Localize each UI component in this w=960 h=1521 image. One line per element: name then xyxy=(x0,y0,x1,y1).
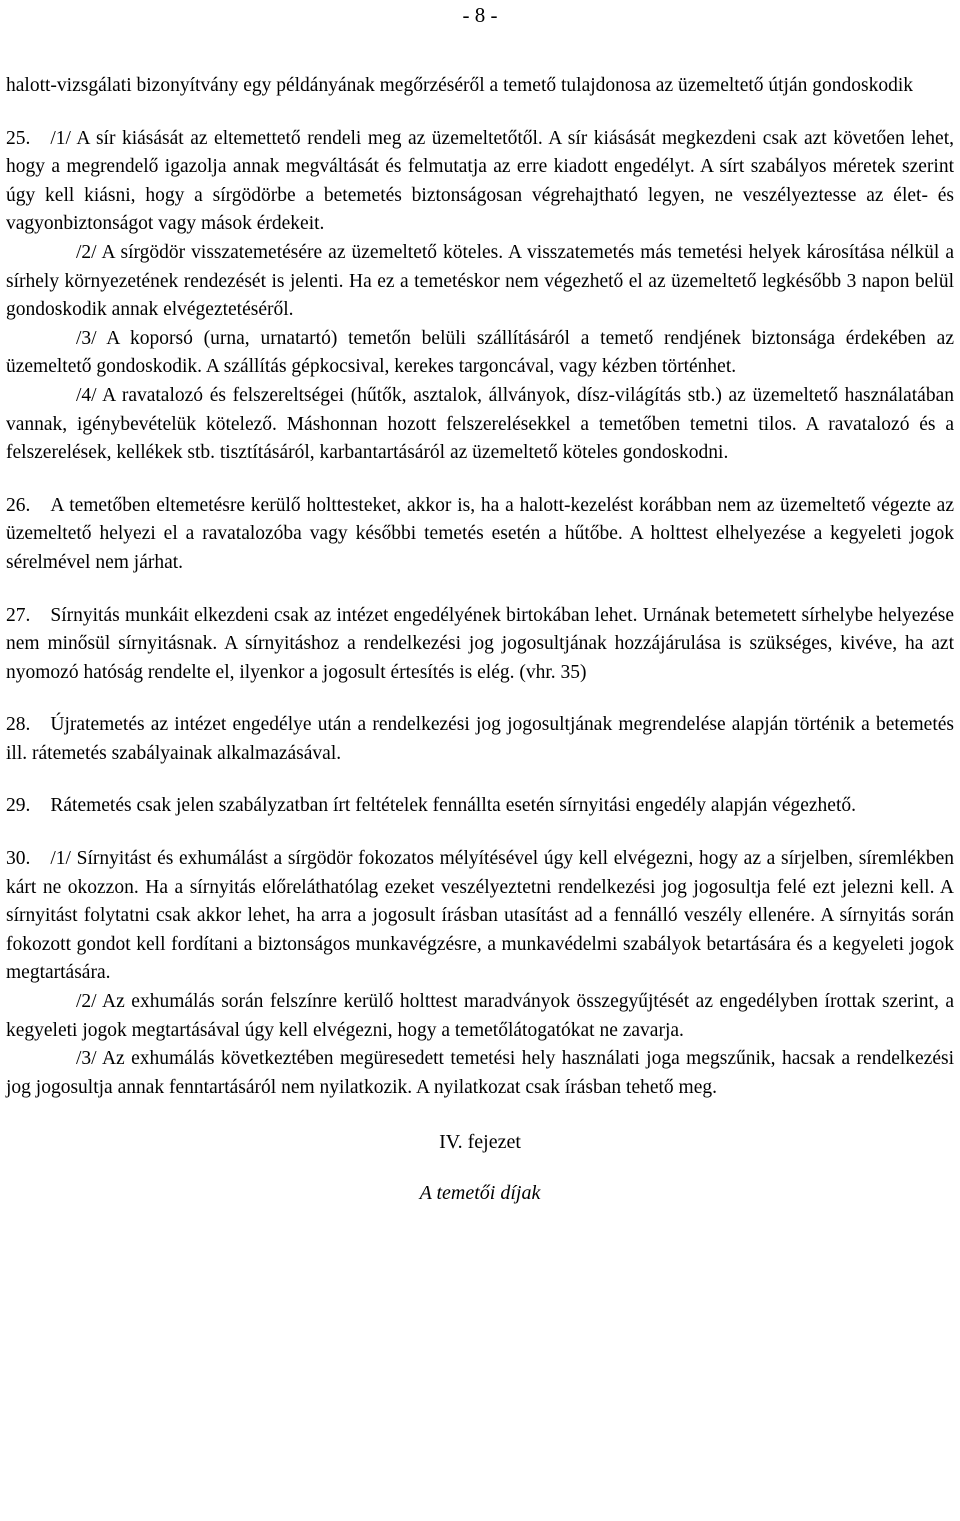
chapter-heading: IV. fejezet xyxy=(439,1131,521,1154)
section-30-p1: 30. /1/ Sírnyitást és exhumálást a sírgödör fokozatos mélyítésével úgy kell elvégezni, hogy az a sírjelben, síremlékben kárt ne okozzon. Ha a sírnyitás előreláthatólag ezeket veszélyeztetni rendelkezési jog jogosultja felé ezt jelezni kell. A sírnyitást folytatni csak akkor lehet, ha arra a jogosult írásban utasítást ad a fennálló veszély ellenére. A sírnyitás során fokozott gondot kell fordítani a biztonságos munkavégzésre, a munkavédelmi szabályok betartására és a kegyeleti jogok megtartására. xyxy=(6,848,954,984)
section-26-p1: 26. A temetőben eltemetésre kerülő holttesteket, akkor is, ha a halott-kezelést korábban nem az üzemeltető végezte az üzemeltető helyezi el a ravatalozóba vagy későbbi temetés esetén a hűtőbe. A holttest elhelyezése a kegyeleti jogok sérelmével nem járhat. xyxy=(6,494,954,573)
intro-paragraph: halott-vizsgálati bizonyítvány egy példányának megőrzéséről a temető tulajdonosa az üzemeltető útján gondoskodik xyxy=(6,75,914,96)
section-30-p3: /3/ Az exhumálás következtében megüresedett temetési hely használati joga megszűnik, hacsak a rendelkezési jog jogosultja annak fenntartásáról nem nyilatkozik. A nyilatkozat csak írásban tehető meg. xyxy=(6,1048,954,1098)
section-25-p3: /3/ A koporsó (urna, urnatartó) temetőn belüli szállításáról a temető rendjének biztonsága érdekében az üzemeltető gondoskodik. A szállítás gépkocsival, kerekes targoncával, vagy kézben történhet. xyxy=(6,327,954,378)
section-number: 26. xyxy=(6,494,31,516)
page-number: - 8 - xyxy=(462,3,498,27)
document-body xyxy=(6,72,954,1208)
section-number: 29. xyxy=(6,795,31,817)
section-25-p1: 25. /1/ A sír kiásását az eltemettető rendeli meg az üzemeltetőtől. A sír kiásását megkezdeni csak azt követően lehet, hogy a megrendelő igazolja annak megváltását és felmutatja az erre kiadott engedélyt. A sírt szabályos méretek szerint úgy kell kiásni, hogy a sírgödörbe a betemetés biztonságosan végrehajtható legyen, ne veszélyeztesse az élet- és vagyonbiztonságot vagy mások érdekeit. xyxy=(6,127,954,235)
section-number: 27. xyxy=(6,604,31,626)
section-28-p1: 28. Újratemetés az intézet engedélye után a rendelkezési jog jogosultjának megrendelése alapján történik a betemetés ill. rátemetés szabályainak alkalmazásával. xyxy=(6,714,954,764)
section-25-p2: /2/ A sírgödör visszatemetésére az üzemeltető köteles. A visszatemetés más temetési helyek károsítása nélkül a sírhely környezetének rendezését is jelenti. Ha ez a temetéskor nem végezhető el az üzemeltető legkésőbb 3 napon belül gondoskodik annak elvégeztetéséről. xyxy=(6,241,954,321)
section-27-p1: 27. Sírnyitás munkáit elkezdeni csak az intézet engedélyének birtokában lehet. Urnának betemetett sírhelybe helyezése nem minősül sírnyitásnak. A sírnyitáshoz a rendelkezési jog jogosultjának hozzájárulása is szükséges, kivéve, ha azt nyomozó hatóság rendelte el, ilyenkor a jogosult értesítés is elég. (vhr. 35) xyxy=(6,604,954,683)
section-number: 30. xyxy=(6,848,31,870)
section-29-p1: 29. Rátemetés csak jelen szabályzatban írt feltételek fennállta esetén sírnyitási engedély alapján végezhető. xyxy=(6,795,857,817)
section-number: 25. xyxy=(6,127,31,149)
section-number: 28. xyxy=(6,714,31,736)
section-30-p2: /2/ Az exhumálás során felszínre kerülő holttest maradványok összegyűjtését az engedélyben írottak szerint, a kegyeleti jogok megtartásával úgy kell elvégezni, hogy a temetőlátogatókat ne zavarja. xyxy=(6,991,954,1041)
section-25-p4: /4/ A ravatalozó és felszereltségei (hűtők, asztalok, állványok, dísz-világítás stb.) az üzemeltető használatában vannak, igénybevételük kötelező. Máshonnan hozott felszerelésekkel a temetőben temetni tilos. A ravatalozó és a felszerelések, kellékek stb. tisztításáról, karbantartásáról az üzemeltető köteles gondoskodni. xyxy=(6,384,954,464)
chapter-title: A temetői díjak xyxy=(419,1182,541,1204)
